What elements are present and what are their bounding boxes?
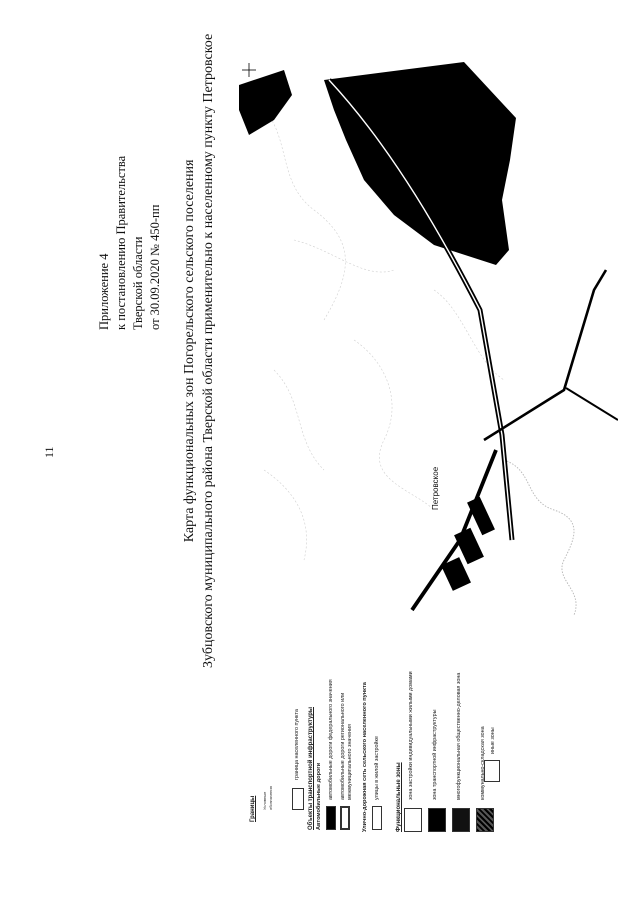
legend-zone-other: иные зоны (490, 727, 496, 754)
legend-boundary-item: граница населенного пункта (294, 709, 300, 780)
swatch-street (372, 806, 382, 830)
map-title-line-2: Зубцовского муниципального района Тверской области применительно к населенному пункту Петровское (201, 33, 216, 668)
swatch-federal-road (326, 806, 336, 830)
legend-zones-header: Функциональные зоны (396, 762, 402, 832)
map-title (180, 34, 218, 668)
appendix-line-4: от 30.09.2020 № 450-пп (148, 204, 162, 330)
legend-road-federal: автомобильные дороги федерального значения (328, 679, 334, 800)
legend-zone-transport: зона транспортной инфраструктуры (432, 709, 438, 800)
legend-road-regional-1: автомобильные дороги регионального или (340, 692, 346, 800)
swatch-zone-public (452, 808, 470, 832)
zone-small-patch (239, 70, 292, 135)
zone-transport-area (324, 62, 516, 265)
north-arrow (242, 63, 256, 77)
river (504, 460, 576, 615)
legend-small-2: обозначения (268, 786, 273, 810)
legend-boundaries-header: Границы (250, 795, 256, 822)
residential-zone-blocks (441, 497, 495, 591)
legend-road-regional-2: межмуниципального значения (347, 723, 353, 800)
legend-street-sub: Улично-дорожная сеть сельского населенного пункта (362, 682, 368, 832)
swatch-boundary (292, 788, 304, 810)
swatch-regional-road (340, 806, 350, 830)
regional-road (484, 270, 606, 440)
page-number: 11 (42, 446, 56, 458)
appendix-line-2: к постановлению Правительства (114, 155, 128, 330)
functional-zones-map (234, 40, 618, 628)
legend-zone-public: многофункциональная общественно-деловая зона (456, 672, 462, 800)
legend-zone-communal: коммунально-складская зона (480, 726, 486, 800)
swatch-zone-residential (404, 808, 422, 832)
legend-roads-sub: Автомобильные дороги (316, 762, 322, 830)
legend-transport-header: Объекты транспортной инфраструктуры (308, 707, 314, 830)
swatch-zone-other (484, 760, 500, 782)
legend-small-1: Условные (262, 791, 267, 810)
swatch-zone-transport (428, 808, 446, 832)
map-title-line-1: Карта функциональных зон Погорельского сельского поселения (182, 159, 197, 543)
appendix-line-1: Приложение 4 (97, 253, 111, 330)
appendix-block (96, 156, 164, 330)
legend-zone-residential: зона застройки индивидуальными жилыми домами (408, 671, 414, 800)
map-legend (248, 620, 508, 890)
settlement-label: Петровское (431, 466, 440, 510)
legend-street-item: улицы в жилой застройке (374, 736, 380, 800)
road-branch (566, 388, 618, 420)
swatch-zone-communal (476, 808, 494, 832)
appendix-line-3: Тверской области (131, 236, 145, 330)
